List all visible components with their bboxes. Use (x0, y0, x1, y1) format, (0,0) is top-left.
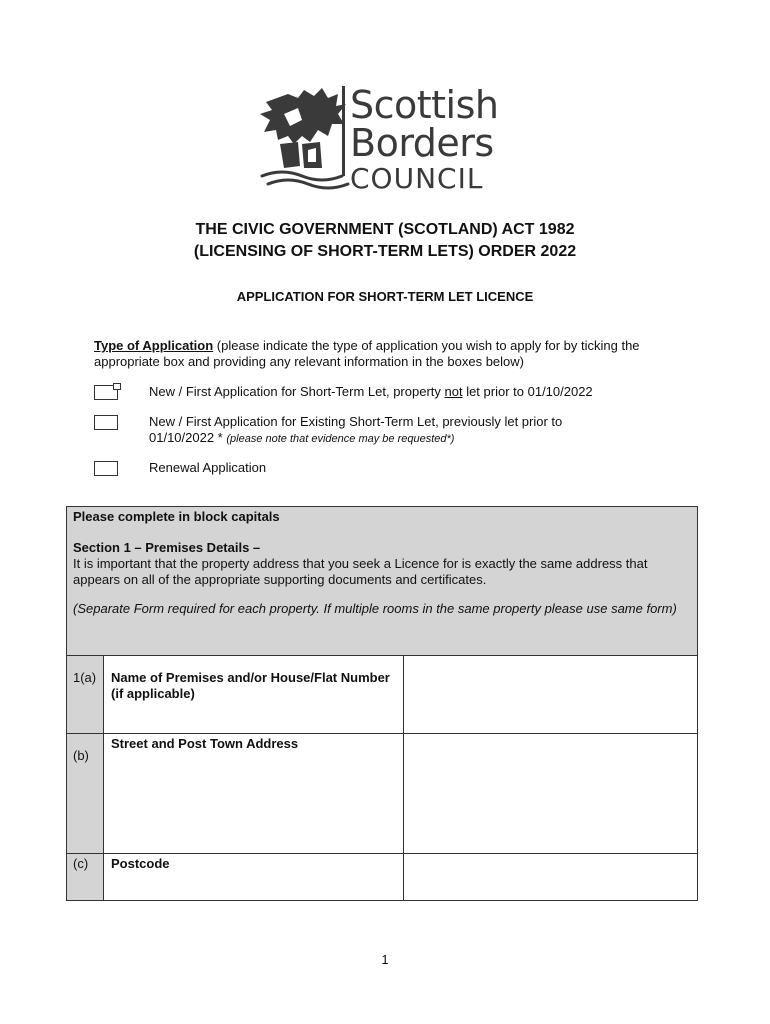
row-number: (b) (67, 734, 104, 854)
row-number: 1(a) (67, 656, 104, 734)
checkbox-existing-short-term-let[interactable] (94, 415, 118, 430)
option-new-application-label (149, 384, 629, 400)
section-1-heading: Section 1 – Premises Details – (73, 540, 261, 555)
table-row (67, 734, 698, 854)
type-of-application-instruction: (please indicate the type of application you wish to apply for by ticking the appropriate box and providing any relevant information in the boxes below) (94, 338, 640, 369)
order-title: (LICENSING OF SHORT-TERM LETS) ORDER 2022 (193, 243, 577, 260)
table-row (67, 854, 698, 901)
logo-line-3: COUNCIL (350, 162, 484, 195)
checkbox-new-application[interactable] (94, 385, 118, 400)
option-1-text: New / First Application for Short-Term Let, property (149, 384, 445, 399)
section-1-intro: It is important that the property address that you seek a Licence for is exactly the same address that appears on all of the appropriate supporting documents and certificates. (73, 556, 648, 587)
option-renewal-label: Renewal Application (149, 460, 267, 475)
table-row (67, 656, 698, 734)
field-label-postcode: Postcode (104, 854, 404, 901)
logo-line-2: Borders (350, 121, 494, 165)
premises-name-input[interactable] (404, 656, 697, 690)
field-cell-street-address (404, 734, 698, 854)
block-capitals-instruction: Please complete in block capitals (73, 509, 280, 524)
checkbox-renewal[interactable] (94, 461, 118, 476)
form-title: APPLICATION FOR SHORT-TERM LET LICENCE (236, 289, 534, 304)
council-wordmark (350, 83, 499, 195)
postcode-input[interactable] (404, 854, 697, 888)
option-1-emphasis: not (444, 384, 463, 399)
field-label-premises-name: Name of Premises and/or House/Flat Number (if applicable) (104, 656, 404, 734)
option-2-note: (please note that evidence may be requested*) (226, 433, 455, 445)
section-1-header-panel (66, 506, 698, 656)
row-number: (c) (67, 854, 104, 901)
council-logo (258, 84, 518, 194)
premises-details-table (66, 655, 698, 901)
page-number: 1 (381, 952, 389, 967)
street-address-input[interactable] (404, 734, 697, 768)
field-label-street-address: Street and Post Town Address (104, 734, 404, 854)
option-2-text: New / First Application for Existing Short-Term Let, previously let prior to 01/10/2022 * (149, 414, 563, 445)
option-existing-label (149, 414, 629, 447)
option-1-text-end: let prior to 01/10/2022 (462, 384, 593, 399)
type-of-application-label: Type of Application (94, 338, 214, 353)
checkbox-corner-mark (113, 383, 121, 390)
field-cell-postcode (404, 854, 698, 901)
section-1-note: (Separate Form required for each property. If multiple rooms in the same property please use same form) (73, 601, 677, 616)
act-title: THE CIVIC GOVERNMENT (SCOTLAND) ACT 1982 (195, 221, 575, 238)
knight-horse-crest-icon (258, 84, 354, 192)
type-of-application-instructions (94, 338, 684, 370)
field-cell-premises-name (404, 656, 698, 734)
logo-line-1: Scottish (350, 83, 499, 127)
